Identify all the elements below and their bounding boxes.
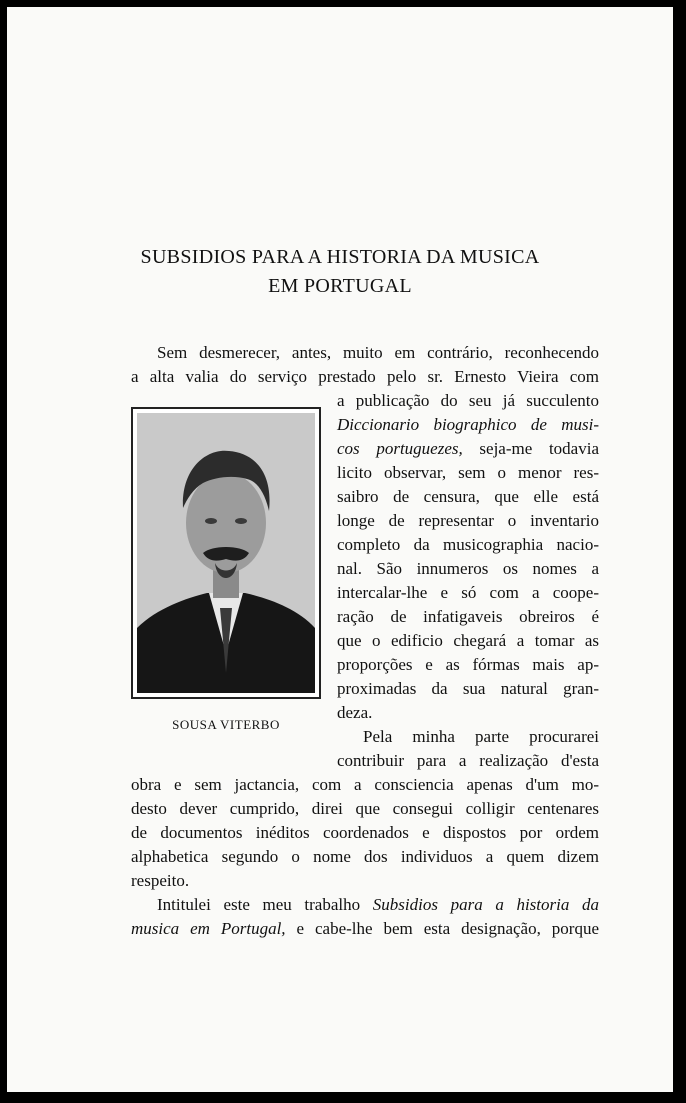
text-line-18: contribuir para a realização d'esta [337, 751, 599, 770]
text-line-15: proximadas da sua natural gran- [337, 679, 599, 698]
text-line-24-start: Intitulei este meu trabalho [157, 895, 361, 914]
text-line-11: intercalar-lhe e só com a coope- [337, 583, 599, 602]
portrait-illustration [137, 413, 315, 693]
text-line-14: proporções e as fórmas mais ap- [337, 655, 599, 674]
text-line-5-rest: seja-me todavia [479, 439, 599, 458]
text-line-25-rest: e cabe-lhe bem esta designação, porque [296, 919, 599, 938]
document-page [7, 7, 673, 1092]
text-line-16: deza. [337, 703, 373, 722]
text-line-19: obra e sem jactancia, com a consciencia apenas d'um mo- [131, 775, 599, 794]
text-line-23: respeito. [131, 871, 190, 890]
text-line-2: a alta valia do serviço prestado pelo sr. Ernesto Vieira com [131, 367, 599, 386]
italic-book-title-end: musica em Portugal, [131, 919, 286, 938]
text-line-17: Pela minha parte procurarei [363, 727, 599, 746]
italic-book-title: Subsidios para a historia da [372, 895, 599, 914]
portrait-photo [131, 407, 321, 699]
text-line-5 [337, 437, 599, 461]
text-line-21: de documentos inéditos coordenados e dispostos por ordem [131, 823, 599, 842]
text-line-10: nal. São innumeros os nomes a [337, 559, 599, 578]
text-line-22: alphabetica segundo o nome dos individuos a quem dizem [131, 847, 599, 866]
text-line-25 [131, 917, 599, 941]
text-line-8: longe de representar o inventario [337, 511, 599, 530]
text-line-13: que o edificio chegará a tomar as [337, 631, 599, 650]
text-line-3: a publicação do seu já succulento [337, 391, 599, 410]
text-line-7: saibro de censura, que elle está [337, 487, 599, 506]
text-line-24 [157, 893, 599, 917]
page-title-line-1: SUBSIDIOS PARA A HISTORIA DA MUSICA [140, 246, 540, 268]
text-line-9: completo da musicographia nacio- [337, 535, 599, 554]
text-line-4: Diccionario biographico de musi- [337, 415, 599, 434]
text-line-20: desto dever cumprido, direi que consegui colligir centenares [131, 799, 599, 818]
italic-title-fragment: cos portuguezes, [337, 439, 463, 458]
text-line-6: licito observar, sem o menor res- [337, 463, 599, 482]
text-line-1: Sem desmerecer, antes, muito em contrário, reconhecendo [157, 343, 599, 362]
page-title-line-2: EM PORTUGAL [268, 275, 412, 297]
photo-caption: SOUSA VITERBO [172, 717, 280, 732]
text-line-12: ração de infatigaveis obreiros é [337, 607, 599, 626]
